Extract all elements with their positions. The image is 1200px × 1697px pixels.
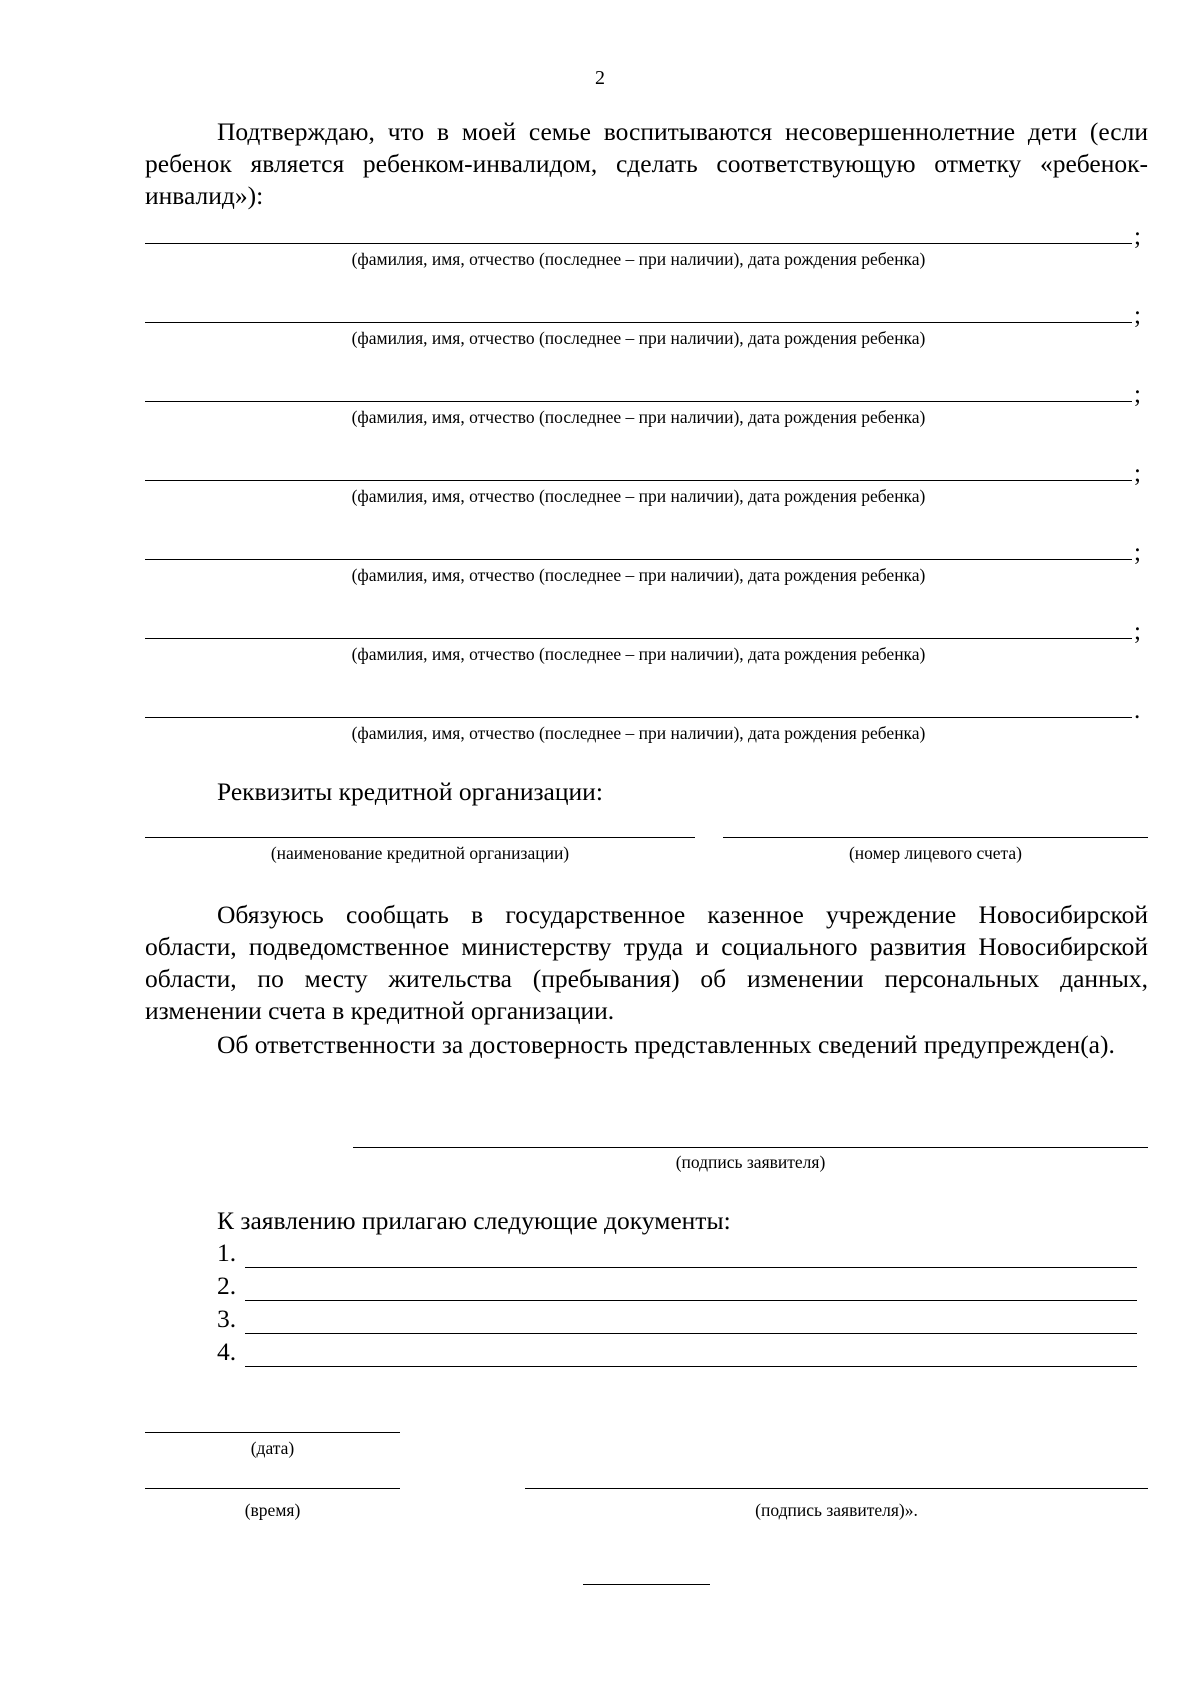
credit-org-name-caption: (наименование кредитной организации) bbox=[270, 843, 570, 863]
line-end-punct: ; bbox=[1134, 223, 1141, 250]
date-caption: (дата) bbox=[250, 1438, 295, 1458]
credit-org-name-blank[interactable] bbox=[145, 837, 695, 838]
line-end-punct: ; bbox=[1134, 539, 1141, 566]
child-caption: (фамилия, имя, отчество (последнее – при наличии), дата рождения ребенка) bbox=[351, 407, 926, 427]
attachment-number: 4. bbox=[217, 1337, 237, 1366]
child-caption: (фамилия, имя, отчество (последнее – при наличии), дата рождения ребенка) bbox=[351, 644, 926, 664]
credit-org-heading: Реквизиты кредитной организации: bbox=[217, 777, 603, 806]
time-blank[interactable] bbox=[145, 1488, 400, 1489]
applicant-signature-caption: (подпись заявителя) bbox=[675, 1152, 826, 1172]
footer-signature-caption: (подпись заявителя)». bbox=[755, 1500, 918, 1520]
child-caption: (фамилия, имя, отчество (последнее – при наличии), дата рождения ребенка) bbox=[351, 486, 926, 506]
child-name-blank[interactable] bbox=[145, 401, 1132, 402]
line-end-punct: ; bbox=[1134, 302, 1141, 329]
child-name-blank[interactable] bbox=[145, 322, 1132, 323]
attachment-blank-2[interactable] bbox=[245, 1300, 1137, 1301]
child-caption: (фамилия, имя, отчество (последнее – при наличии), дата рождения ребенка) bbox=[351, 565, 926, 585]
obligation-paragraph: Обязуюсь сообщать в государственное казенное учреждение Новосибирской области, подведомственное министерству труда и социального развития Новосибирской области, по месту жительства (пребывания) об изменении персональных данных, изменении счета в кредитной организации. bbox=[145, 900, 1148, 1025]
child-caption: (фамилия, имя, отчество (последнее – при наличии), дата рождения ребенка) bbox=[351, 249, 926, 269]
child-name-blank[interactable] bbox=[145, 638, 1132, 639]
responsibility-paragraph: Об ответственности за достоверность представленных сведений предупрежден(а). bbox=[217, 1030, 1115, 1059]
attachments-heading: К заявлению прилагаю следующие документы: bbox=[217, 1206, 731, 1235]
child-name-blank[interactable] bbox=[145, 480, 1132, 481]
line-end-punct: ; bbox=[1134, 618, 1141, 645]
child-name-blank[interactable] bbox=[145, 243, 1132, 244]
account-number-caption: (номер лицевого счета) bbox=[848, 843, 1022, 863]
attachment-blank-4[interactable] bbox=[245, 1366, 1137, 1367]
applicant-signature-blank[interactable] bbox=[353, 1147, 1148, 1148]
child-caption: (фамилия, имя, отчество (последнее – при наличии), дата рождения ребенка) bbox=[351, 328, 926, 348]
attachment-blank-1[interactable] bbox=[245, 1267, 1137, 1268]
time-caption: (время) bbox=[244, 1500, 301, 1520]
attachment-number: 1. bbox=[217, 1238, 237, 1267]
children-intro-paragraph: Подтверждаю, что в моей семье воспитываются несовершеннолетние дети (если ребенок является ребенком-инвалидом, сделать соответствующую отметку «ребенок-инвалид»): bbox=[145, 117, 1148, 210]
child-caption: (фамилия, имя, отчество (последнее – при наличии), дата рождения ребенка) bbox=[351, 723, 926, 743]
line-end-punct: ; bbox=[1134, 460, 1141, 487]
child-name-blank[interactable] bbox=[145, 559, 1132, 560]
attachment-blank-3[interactable] bbox=[245, 1333, 1137, 1334]
account-number-blank[interactable] bbox=[723, 837, 1148, 838]
closing-divider bbox=[583, 1584, 710, 1585]
attachment-number: 2. bbox=[217, 1271, 237, 1300]
line-end-punct: ; bbox=[1134, 381, 1141, 408]
child-name-blank[interactable] bbox=[145, 717, 1132, 718]
attachment-number: 3. bbox=[217, 1304, 237, 1333]
page-number: 2 bbox=[595, 67, 605, 89]
line-end-punct: . bbox=[1134, 697, 1141, 724]
footer-signature-blank[interactable] bbox=[525, 1488, 1148, 1489]
date-blank[interactable] bbox=[145, 1432, 400, 1433]
